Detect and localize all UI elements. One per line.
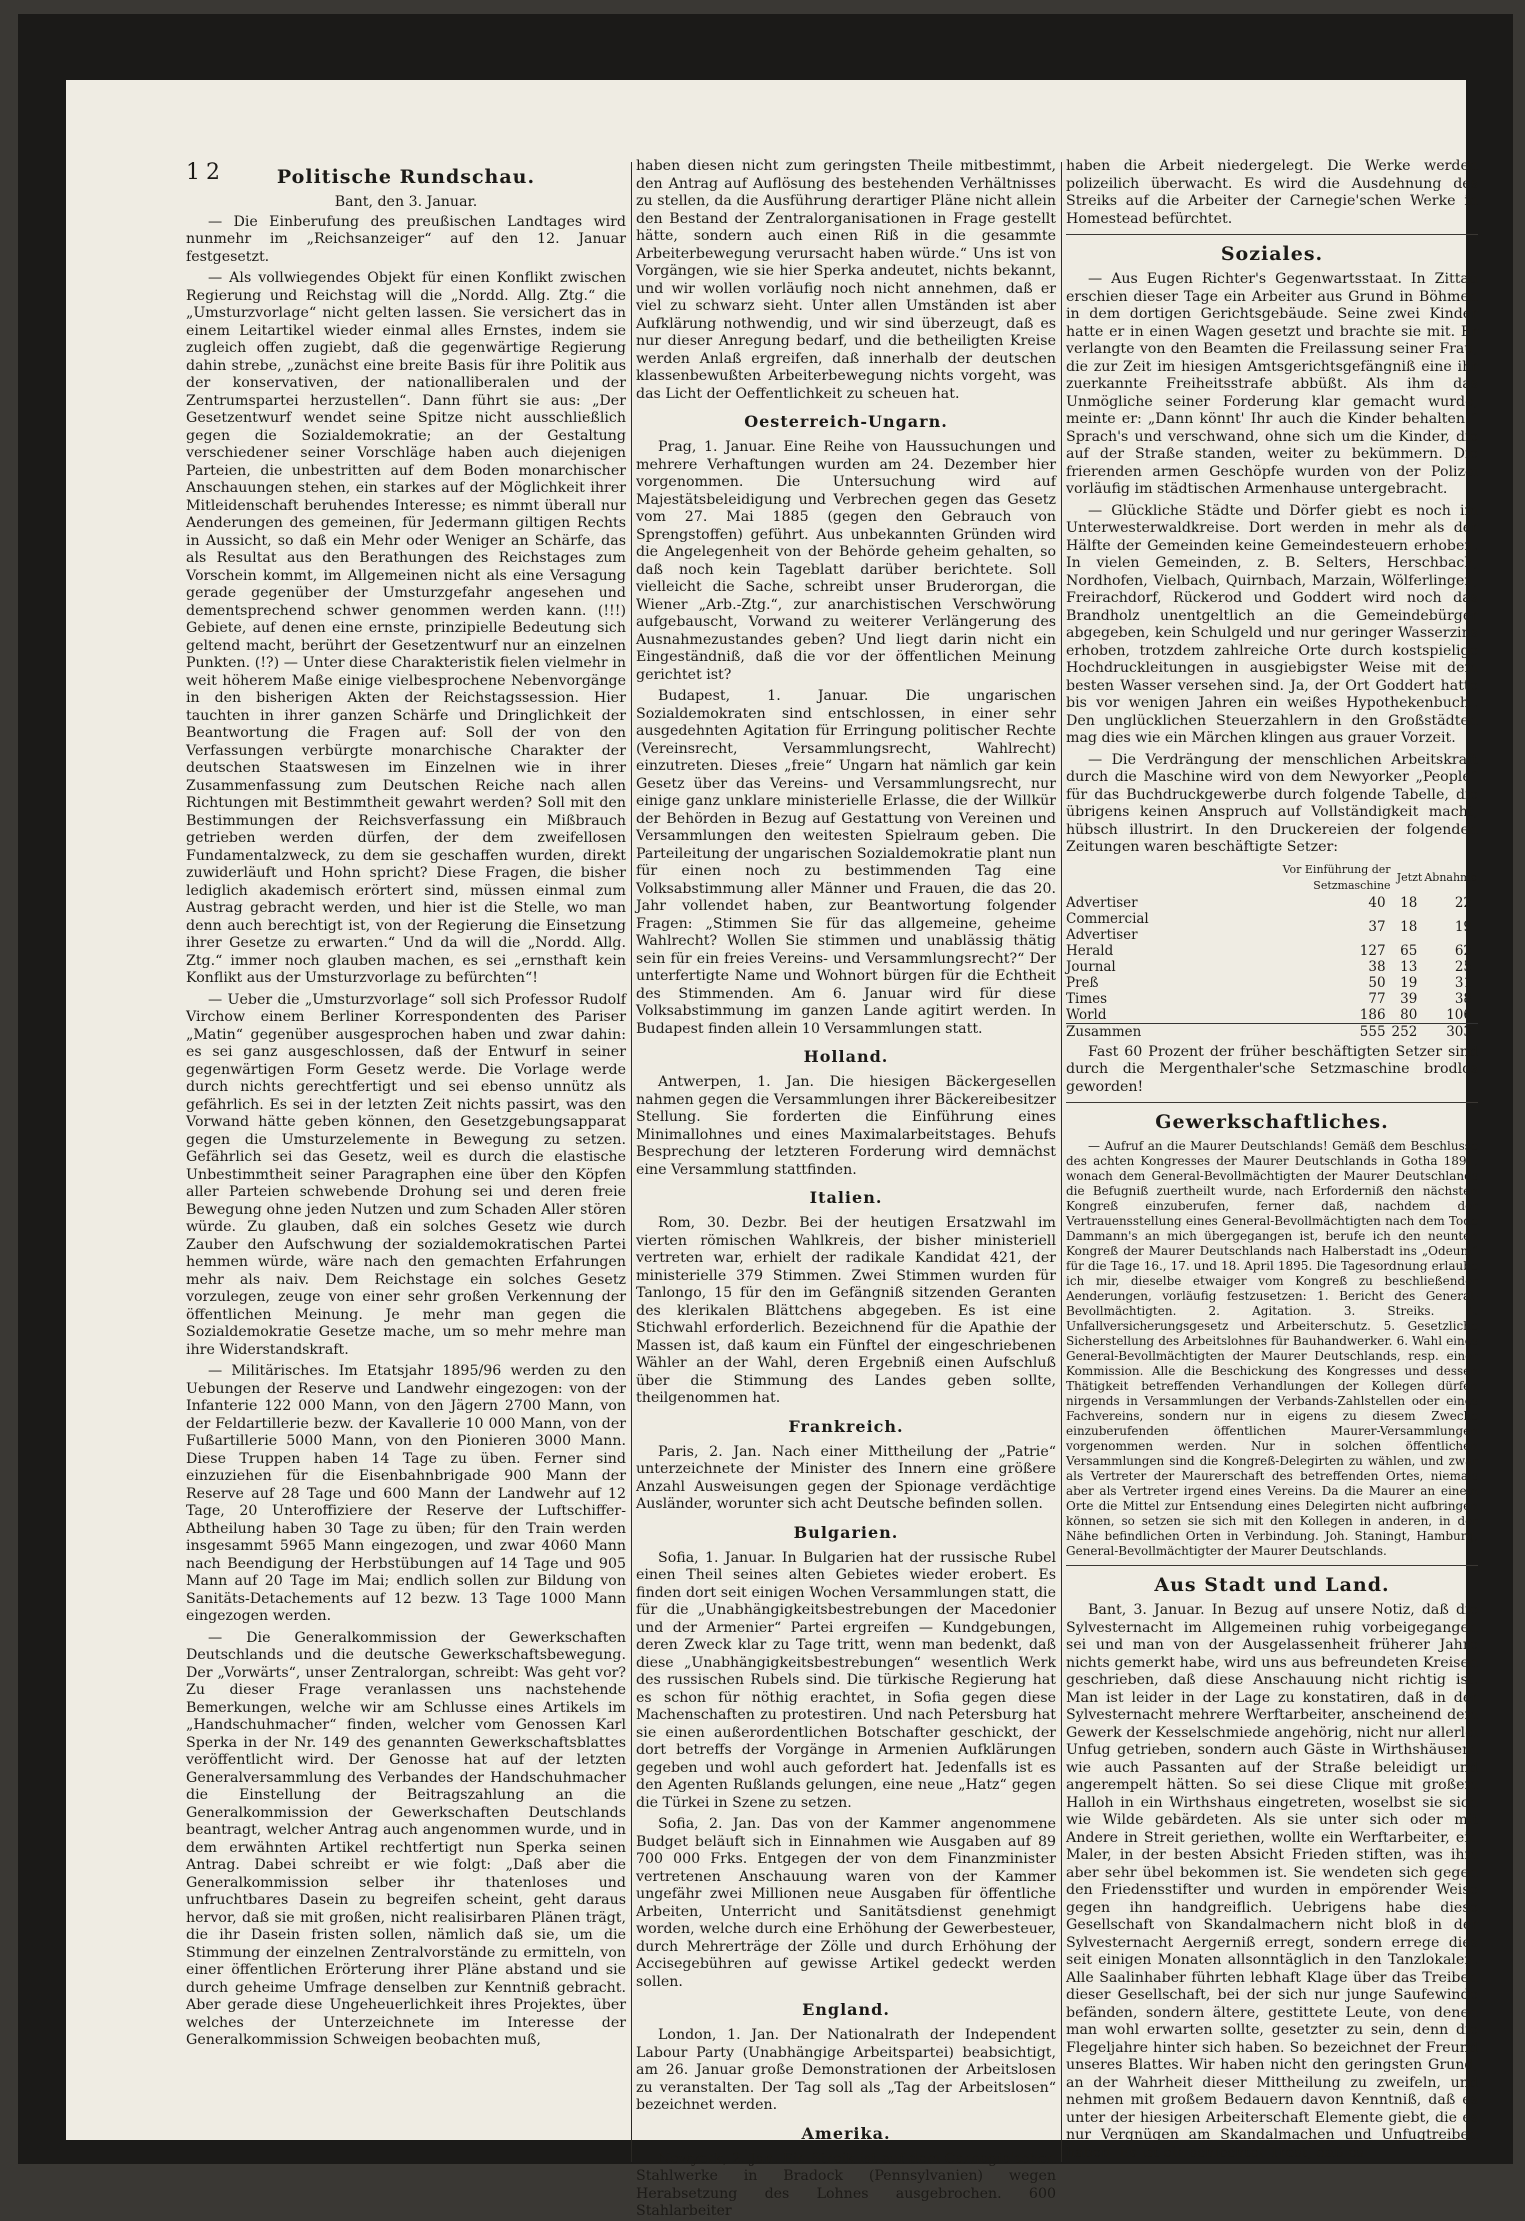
article-paragraph: Fast 60 Prozent der früher beschäftigten Setzer sind durch die Mergenthaler'sche Setzmaschine brodlos geworden! [1066,1043,1478,1095]
divider [1066,1102,1478,1103]
table-cell: 18 [1400,918,1418,935]
table-cell: 555 [1219,1023,1392,1040]
table-cell: 13 [1400,958,1418,975]
table-cell: 106 [1446,1006,1472,1023]
table-total-row [1066,1023,1478,1040]
article-paragraph: haben diesen nicht zum geringsten Theile mitbestimmt, den Antrag auf Auflösung des bestehenden Verhältnisses zu stellen, da die Ausführung derartiger Pläne nicht allein den Bestand der Zentralorganisationen in Frage gestellt hätte, sondern auch einen Riß in die gesammte Arbeiterbewegung verursacht haben würde.“ Uns ist von Vorgängen, wie sie hier Sperka andeutet, nichts bekannt, und wir wollen vorläufig noch nicht annehmen, daß er viel zu schwarz sieht. Unter allen Umständen ist aber Aufklärung nothwendig, und wir sind überzeugt, daß es nur dieser Anregung bedarf, und die betheiligten Kreise werden Anlaß ergreifen, daß innerhalb der deutschen klassenbewußten Arbeiterbewegung nichts vorgeht, was das Licht der Oeffentlichkeit zu scheuen hat. [636,158,1056,402]
article-paragraph: — Die Einberufung des preußischen Landtages wird nunmehr im „Reichsanzeiger“ auf den 12. Januar festgesetzt. [186,213,626,265]
dateline: Bant, den 3. Januar. [334,194,478,210]
table-header: Abnahme [1424,870,1477,884]
column-rule [1061,162,1062,2162]
table-cell: 77 [1368,990,1386,1007]
column-2 [636,158,1056,2219]
section-heading-gewerkschaftliches: Gewerkschaftliches. [1155,1111,1389,1133]
article-paragraph: Antwerpen, 1. Jan. Die hiesigen Bäckergesellen nahmen gegen die Versammlungen ihrer Bäckereibesitzer Stellung. Sie forderten die Einführung eines Minimallohnes und eines Maximalarbeitstages. Behufs Besprechung der letzteren Forderung wird demnächst eine Versammlung stattfinden. [636,1074,1056,1178]
section-heading-england: England. [802,2000,890,2019]
table-row [1066,943,1478,959]
newspaper-page [66,80,1478,2219]
table-row [1066,1007,1478,1024]
article-paragraph: — Aus Eugen Richter's Gegenwartsstaat. In Zittau erschien dieser Tage ein Arbeiter aus Grund in Böhmen in dem dortigen Gerichtsgebäude. Seine zwei Kinder hatte er in einen Wagen gesetzt und brachte sie mit. Er verlangte von den Beamten die Freilassung seiner Frau, die zur Zeit im hiesigen Amtsgerichtsgefängniß eine ihr zuerkannte Freiheitsstrafe abbüßt. Als ihm das Unmögliche seiner Forderung klar gemacht wurde, meinte er: „Dann könnt' Ihr auch die Kinder behalten!“ Sprach's und verschwand, ohne sich um die Kinder, die auf der Straße standen, weiter zu bekümmern. Die frierenden armen Geschöpfe wurden von der Polizei vorläufig im städtischen Armenhause untergebracht. [1066,271,1478,497]
table-cell: 127 [1359,942,1386,959]
section-heading-soziales: Soziales. [1220,243,1324,265]
table-cell: 18 [1400,894,1418,911]
table-cell: Herald [1066,942,1114,959]
table-cell: 39 [1400,990,1418,1007]
article-paragraph: — Die Verdrängung der menschlichen Arbeitskraft durch die Maschine wird von dem Newyorker „People“ für das Buchdruckgewerbe durch folgende Tabelle, die übrigens keinen Anspruch auf Vollständigkeit macht, hübsch illustrirt. In den Druckereien der folgenden Zeitungen waren beschäftigte Setzer: [1066,751,1478,855]
table-cell: Zusammen [1066,1023,1219,1040]
table-cell: 65 [1400,942,1418,959]
table-cell: 80 [1400,1006,1418,1023]
section-heading-oesterreich: Oesterreich-Ungarn. [744,412,948,431]
column-3 [1066,158,1478,2161]
divider [1066,1565,1478,1566]
article-paragraph: haben die Arbeit niedergelegt. Die Werke werden polizeilich überwacht. Es wird die Ausdehnung des Streiks auf die Arbeiter der Carnegie'schen Werke in Homestead befürchtet. [1066,158,1478,227]
table-row [1066,991,1478,1007]
section-heading-holland: Holland. [803,1047,889,1066]
typesetter-table [1066,861,1478,1040]
section-heading-politische-rundschau: Politische Rundschau. [276,166,536,188]
table-cell: Times [1066,990,1108,1007]
table-cell: 37 [1368,918,1386,935]
section-heading-italien: Italien. [809,1188,883,1207]
table-row [1066,895,1478,911]
section-heading-amerika: Amerika. [801,2123,891,2143]
article-paragraph: Prag, 1. Januar. Eine Reihe von Haussuchungen und mehrere Verhaftungen wurden am 24. Dezember hier vorgenommen. Die Untersuchung wird auf Majestätsbeleidigung und Verbrechen gegen das Gesetz vom 27. Mai 1885 (gegen den Gebrauch von Sprengstoffen) geführt. Aus unbekannten Gründen wird die Angelegenheit von der Behörde geheim gehalten, so daß noch kein Tageblatt darüber berichtete. Soll vielleicht die Sache, schreibt unser Bruderorgan, die Wiener „Arb.-Ztg.“, zur anarchistischen Verschwörung aufgebauscht, Vorwand zu weiterer Verlängerung des Ausnahmezustandes geben? Und liegt darin nicht ein Eingeständniß, daß die vor der öffentlichen Meinung gerichtet ist? [636,439,1056,683]
column-rule [631,162,632,2162]
article-paragraph: Bant, 3. Januar. In Bezug auf unsere Notiz, daß die Sylvesternacht im Allgemeinen ruhig vorbeigegangen sei und man von der Ausgelassenheit früherer Jahre nichts gemerkt habe, wird uns aus befreundeten Kreisen geschrieben, daß diese Anschauung nicht richtig ist. Man ist leider in der Lage zu konstatiren, daß in der Sylvesternacht mehrere Werftarbeiter, anscheinend dem Gewerk der Kesselschmiede angehörig, nicht nur allerlei Unfug getrieben, sondern auch Gäste in Wirthshäusern wie auch Passanten auf der Straße beleidigt und angerempelt hätten. So sei diese Clique mit großem Halloh in ein Wirthshaus eingetreten, woselbst sie sich wie Wilde gebärdeten. Als sie unter sich oder mit Andere in Streit geriethen, wollte ein Werftarbeiter, ein Maler, in der besten Absicht Frieden stiften, was ihm aber sehr übel bekommen ist. Sie wendeten sich gegen den Friedensstifter und wurden in empörender Weise gegen ihn handgreiflich. Uebrigens habe diese Gesellschaft von Skandalmachern nicht bloß in der Sylvesternacht Aergerniß erregt, sondern errege dies seit einigen Monaten allsonntäglich in den Tanzlokalen. Alle Saalinhaber führten lebhaft Klage über das Treiben dieser Gesellschaft, bei der sich nur junge Saufewinde befänden, sondern ältere, gestittete Leute, von denen man wohl erwarten sollte, gesetzter zu sein, denn die Flegeljahre hinter sich haben. So bezeichnet der Freund unseres Blattes. Wir haben nicht den geringsten Grund, an der Wahrheit dieser Mittheilung zu zweifeln, und nehmen mit großem Bedauern davon Kenntniß, daß es unter der hiesigen Arbeiterschaft Elemente giebt, die es nur Vergnügen am Skandalmachen und Unfugtreiben haben. Es ist ein schlechter Trost, daß es [1066,1602,1478,2161]
table-cell: Preß [1066,974,1099,991]
page-number: 12 [186,160,226,185]
article-paragraph: — Militärisches. Im Etatsjahr 1895/96 werden zu den Uebungen der Reserve und Landwehr eingezogen: von der Infanterie 122 000 Mann, von den Jägern 2700 Mann, von der Feldartillerie bezw. der Kavallerie 10 000 Mann, von der Fußartillerie 5000 Mann, von den Pionieren 3000 Mann. Diese Truppen haben 14 Tage zu üben. Ferner sind einzuziehen für die Eisenbahnbrigade 900 Mann der Reserve auf 28 Tage und 600 Mann der Landwehr auf 12 Tage, 20 Unteroffiziere der Reserve der Luftschiffer-Abtheilung haben 30 Tage zu üben; für den Train werden insgesammt 5965 Mann eingezogen, und zwar 4060 Mann nach Beendigung der Herbstübungen auf 14 Tage und 905 Mann auf 20 Tage im Mai; endlich sollen zur Bildung von Sanitäts-Detachements auf 12 bezw. 13 Tage 1000 Mann eingezogen werden. [186,1363,626,1624]
table-cell: 62 [1454,942,1472,959]
article-paragraph: Paris, 2. Jan. Nach einer Mittheilung der „Patrie“ unterzeichnete der Minister des Innern eine größere Anzahl Ausweisungen gegen der Spionage verdächtige Ausländer, worunter sich acht Deutsche befinden sollen. [636,1443,1056,1512]
table-header: Jetzt [1396,870,1423,884]
table-cell: 186 [1359,1006,1386,1023]
table-row [1066,959,1478,975]
table-cell: 25 [1454,958,1472,975]
table-cell: 22 [1454,894,1472,911]
table-cell: 19 [1454,918,1472,935]
divider [1066,234,1478,235]
table-row [1066,975,1478,991]
article-paragraph: — Die Generalkommission der Gewerkschaften Deutschlands und die deutsche Gewerkschaftsbewegung. Der „Vorwärts“, unser Zentralorgan, schreibt: Was geht vor? Zu dieser Frage veranlassen uns nachstehende Bemerkungen, welche wir am Schlusse eines Artikels im „Handschuhmacher“ finden, welcher vom Genossen Karl Sperka in der Nr. 149 des genannten Gewerkschaftsblattes veröffentlicht wird. Der Genosse hat auf der letzten Generalversammlung des Verbandes der Handschuhmacher die Einstellung der Beitragszahlung an die Generalkommission der Gewerkschaften Deutschlands beantragt, welcher Antrag auch angenommen wurde, und in dem erwähnten Artikel rechtfertigt nun Sperka seinen Antrag. Dabei schreibt er wie folgt: „Daß aber die Generalkommission selber ihr thatenloses und unfruchtbares Dasein zu begreifen scheint, geht daraus hervor, daß sie mit großen, nicht realisirbaren Plänen trägt, die ihr Dasein fristen sollen, nämlich daß sie, um die Stimmung der einzelnen Zentralvorstände zu ermitteln, von einer öffentlichen Erörterung ihrer Pläne abstand und sie durch geheime Umfrage denselben zur Kenntniß gebracht. Aber gerade diese Ungeheuerlichkeit ihres Projektes, über welches der Unterzeichnete im Interesse der Generalkommission Schweigen beobachten muß, [186,1629,626,2048]
article-paragraph: — Glückliche Städte und Dörfer giebt es noch im Unterwesterwaldkreise. Dort werden in mehr als der Hälfte der Gemeinden keine Gemeindesteuern erhoben. In vielen Gemeinden, z. B. Selters, Herschbach, Nordhofen, Vielbach, Quirnbach, Marzain, Wölferlingen, Freirachdorf, Rückerod und Goddert wird noch das Brandholz unentgeltlich an die Gemeindebürger abgegeben, kein Schulgeld und nur geringer Wasserzins erhoben, trotzdem zahlreiche Orte durch kostspielige Hochdruckleitungen in ausgiebigster Weise mit dem besten Wasser versehen sind. Ja, der Ort Goddert hatte bis vor wenigen Jahren ein weißes Hypothekenbuch.. Den unglücklichen Steuerzahlern in den Großstädten mag dies wie ein Märchen klingen aus grauer Vorzeit. [1066,502,1478,746]
table-cell: Commercial Advertiser [1066,910,1149,943]
table-header: Vor Einführung der Setzmaschine [1282,862,1391,892]
scan-background [18,14,1513,2219]
table-cell: 303 [1423,1023,1478,1040]
article-paragraph: London, 1. Jan. Der Nationalrath der Independent Labour Party (Unabhängige Arbeitspartei) beabsichtigt, am 26. Januar große Demonstrationen der Arbeitslosen zu veranstalten. Der Tag soll als „Tag der Arbeitslosen“ bezeichnet werden. [636,2027,1056,2113]
table-cell: 38 [1454,990,1472,1007]
table-header-name [1066,861,1219,895]
section-heading-aus-stadt-und-land: Aus Stadt und Land. [1154,1574,1390,1596]
article-paragraph: — Ueber die „Umsturzvorlage“ soll sich Professor Rudolf Virchow einem Berliner Korrespondenten des Pariser „Matin“ gegenüber ausgesprochen haben und zwar dahin: es sei ganz ausgeschlossen, daß der Entwurf in seiner gegenwärtigen Form Gesetz werde. Die Vorlage werde durch nichts gerechtfertigt und sei ebenso unnütz als gefährlich. Es sei in der letzten Zeit nichts passirt, was den Vorwand hätte geben können, den Gesetzgebungsapparat gegen die Umsturzelemente in Bewegung zu setzen. Gefährlich sei das Gesetz, weil es durch die elastische Unbestimmtheit seiner Paragraphen eine über den Köpfen aller Parteien schwebende Drohung sei und deren freie Bewegung ohne jeden Nutzen und zum Schaden Aller stören würde. Zu glauben, daß ein solches Gesetz wie durch Zauber den Aufschwung der sozialdemokratischen Partei hemmen würde, wäre nach den gemachten Erfahrungen mehr als naiv. Dem Reichstage ein solches Gesetz vorzulegen, zeuge von einer sehr großen Verkennung der öffentlichen Meinung. Je mehr man gegen die Sozialdemokratie Gesetze mache, um so mehr mehre man ihre Widerstandskraft. [186,991,626,1358]
table-row [1066,911,1478,943]
section-heading-bulgarien: Bulgarien. [793,1522,899,1542]
table-cell: 31 [1454,974,1472,991]
table-cell: 19 [1400,974,1418,991]
section-heading-frankreich: Frankreich. [788,1416,904,1436]
table-cell: World [1066,1006,1107,1023]
table-cell: Advertiser [1066,894,1138,911]
article-paragraph: Sofia, 2. Jan. Das von der Kammer angenommene Budget beläuft sich in Einnahmen wie Ausgaben auf 89 700 000 Frks. Entgegen der von dem Finanzminister vertretenen Anschauung waren von der Kammer ungefähr zwei Millionen neue Ausgaben für öffentliche Arbeiten, Unterricht und Sanitätsdienst genehmigt worden, welche durch eine Erhöhung der Gewerbesteuer, durch Mehrerträge der Zölle und durch Erhöhung der Accisegebühren auf gewisse Artikel gedeckt werden sollen. [636,1816,1056,1990]
table-cell: 38 [1368,958,1386,975]
table-cell: 252 [1392,1023,1424,1040]
article-paragraph: — Aufruf an die Maurer Deutschlands! Gemäß dem Beschlusse des achten Kongresses der Maurer Deutschlands in Gotha 1891, wonach dem General-Bevollmächtigten der Maurer Deutschlands die Befugniß zuertheilt wurde, nach Erforderniß den nächsten Kongreß einzuberufen, ferner daß, nachdem der Vertrauensstellung eines General-Bevollmächtigten nach dem Tode Dammann's an mich übergegangen ist, berufe ich den neunten Kongreß der Maurer Deutschlands nach Halberstadt ins „Odeum“ für die Tage 16., 17. und 18. April 1895. Die Tagesordnung erlaube ich mir, dieselbe etwaiger vom Kongreß zu beschließender Aenderungen, vorläufig festzusetzen: 1. Bericht des General-Bevollmächtigten. 2. Agitation. 3. Streiks. 4. Unfallversicherungsgesetz und Arbeiterschutz. 5. Gesetzliche Sicherstellung des Arbeitslohnes für Bauhandwerker. 6. Wahl eines General-Bevollmächtigten der Maurer Deutschlands, resp. einer Kommission. Alle die Beschickung des Kongresses und dessen Thätigkeit betreffenden Verhandlungen der Kollegen dürfen nirgends in Versammlungen der Verbands-Zahlstellen oder eines Fachvereins, sondern nur in eigens zu diesem Zwecke einzuberufenden öffentlichen Maurer-Versammlungen vorgenommen werden. Nur in solchen öffentlichen Versammlungen sind die Kongreß-Delegirten zu wählen, und zwar als Vertreter der Maurerschaft des betreffenden Ortes, niemals aber als Vertreter irgend eines Vereins. Da die Maurer an einem Orte die Mittel zur Entsendung eines Delegirten nicht aufbringen können, so setzen sie sich mit den Kollegen in anderen, in der Nähe befindlichen Orten in Verbindung. Joh. Staningt, Hamburg, General-Bevollmächtigter der Maurer Deutschlands. [1066,1139,1478,1558]
table-cell: 50 [1368,974,1386,991]
column-1 [186,158,626,2158]
article-paragraph: Rom, 30. Dezbr. Bei der heutigen Ersatzwahl im vierten römischen Wahlkreis, der bisher ministeriell vertreten war, erhielt der radikale Kandidat 421, der ministerielle 379 Stimmen. Zwei Stimmen wurden für Tanlongo, 15 für den im Gefängniß sitzenden Geranten des klerikalen Blättchens abgegeben. Es ist eine Stichwahl erforderlich. Bezeichnend für die Apathie der Massen ist, daß kaum ein Fünftel der eingeschriebenen Wähler an der Wahl, deren Ergebniß einen Aufschluß über die Stimmung des Landes geben sollte, theilgenommen hat. [636,1215,1056,1406]
table-cell: 40 [1368,894,1386,911]
article-paragraph: Budapest, 1. Januar. Die ungarischen Sozialdemokraten sind entschlossen, in einer sehr ausgedehnten Agitation für Erringung politischer Rechte (Vereinsrecht, Versammlungsrecht, Wahlrecht) einzutreten. Dieses „freie“ Ungarn hat nämlich gar kein Gesetz über das Vereins- und Versammlungsrecht, nur einige ganz unklare ministerielle Erlasse, die der Willkür der Behörden in Bezug auf Gestattung von Vereinen und Versammlungen den weitesten Spielraum geben. Die Parteileitung der ungarischen Sozialdemokratie plant nun für einen noch zu bestimmenden Tag eine Volksabstimmung aller Männer und Frauen, die das 20. Jahr vollendet haben, zur Beantwortung folgender Fragen: „Stimmen Sie für das allgemeine, geheime Wahlrecht? Wollen Sie stimmen und unablässig thätig sein für ein freies Vereins- und Versammlungsrecht?“ Der unterfertigte Name und Wohnort bürgen für die Echtheit des Stimmenden. Am 6. Januar wird für diese Volksabstimmung im ganzen Lande agitirt werden. In Budapest finden allein 10 Versammlungen statt. [636,688,1056,1037]
article-paragraph: — Als vollwiegendes Objekt für einen Konflikt zwischen Regierung und Reichstag will die „Nordd. Allg. Ztg.“ die „Umsturzvorlage“ nicht gelten lassen. Sie versichert das in einem Leitartikel wieder einmal alles Ernstes, indem sie zugleich offen zugiebt, daß die gegenwärtige Regierung dahin strebe, „zunächst eine breite Basis für ihre Politik aus der konservativen, der nationalliberalen und der Zentrumspartei herzustellen“. Dann führt sie aus: „Der Gesetzentwurf wendet seine Spitze nicht ausschließlich gegen die Sozialdemokratie; an der Gestaltung verschiedener seiner Vorschläge haben auch diejenigen Parteien, die unbestritten auf dem Boden monarchischer Anschauungen stehen, ein starkes auf der Möglichkeit ihrer Mitleidenschaft beruhendes Interesse; es nimmt überall nur Aenderungen des gemeinen, für Jedermann giltigen Rechts in Aussicht, so daß ein Mehr oder Weniger an Schärfe, das als Resultat aus den Berathungen des Reichstages zum Vorschein kommt, im Allgemeinen nicht als eine Versagung gerade gegenüber der Umsturzgefahr angesehen und dementsprechend schwer genommen werden kann. (!!!) Gebiete, auf denen eine ernste, prinzipielle Bedeutung sich geltend macht, berührt der Gesetzentwurf nur an einzelnen Punkten. (!?) — Unter diese Charakteristik fielen vielmehr in weit höherem Maße einige vielbesprochene Nebenvorgänge in den bisherigen Akten der Reichstagssession. Hier tauchten in ihrer ganzen Schärfe und Dringlichkeit der Beantwortung die Fragen auf: Soll der von den Verfassungen verbürgte monarchische Charakter der deutschen Staatswesen im Einzelnen wie in ihrer Zusammenfassung zum Deutschen Reiche nach allen Richtungen mit Bestimmtheit gewahrt werden? Soll mit den Bestimmungen der Reichsverfassung ein Mißbrauch getrieben werden dürfen, der dem zweifellosen Fundamentalzweck, zu dem sie geschaffen wurden, direkt zuwiderläuft und Hohn spricht? Diese Fragen, die bisher lediglich akademisch erörtert sind, müssen einmal zum Austrag gebracht werden, und hier ist die Stelle, wo man denn auch berechtigt ist, von der Regierung die Einsetzung ihrer Gesetze zu erwarten.“ Und da will die „Nordd. Allg. Ztg.“ immer noch glauben machen, es sei „ernsthaft kein Konflikt aus der Umsturzvorlage zu befürchten“! [186,270,626,986]
article-paragraph: Newyork, 2. Jan. Ein Streik ist auf dem Carnegie'schen Stahlwerke in Bradock (Pennsylvanien) wegen Herabsetzung des Lohnes ausgebrochen. 600 Stahlarbeiter [636,2150,1056,2219]
article-paragraph: Sofia, 1. Januar. In Bulgarien hat der russische Rubel einen Theil seines alten Gebietes wieder erobert. Es finden dort seit einigen Wochen Versammlungen statt, die für die „Unabhängigkeitsbestrebungen der Macedonier und der Armenier“ Partei ergreifen — Kundgebungen, deren Zweck klar zu Tage tritt, wenn man bedenkt, daß diese „Unabhängigkeitsbestrebungen“ wesentlich Werk des russischen Rubels sind. Die türkische Regierung hat es schon für nöthig erachtet, in Sofia gegen diese Machenschaften zu protestiren. Und nach Petersburg hat sie einen außerordentlichen Botschafter geschickt, der dort betreffs der Vorgänge in Armenien Aufklärungen gegeben und wohl auch gefordert hat. Jedenfalls ist es den Agenten Rußlands gelungen, eine neue „Hatz“ gegen die Türkei in Szene zu setzen. [636,1549,1056,1811]
table-cell: Journal [1066,958,1116,975]
